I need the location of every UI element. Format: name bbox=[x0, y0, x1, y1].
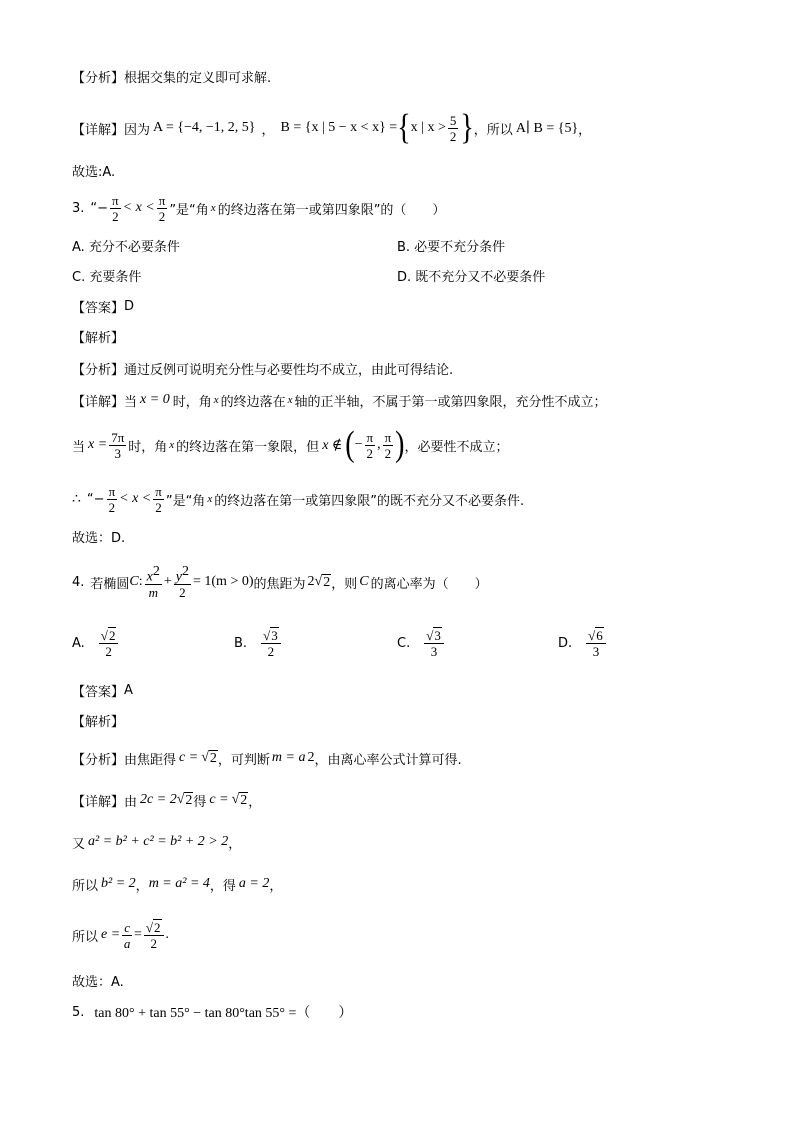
q2-choice: 故选:A. bbox=[72, 164, 116, 180]
q3-option-d: D. 既不充分又不必要条件 bbox=[397, 269, 546, 285]
q5-expression: tan 80° + tan 55° − tan 80°tan 55° =（ ） bbox=[94, 1006, 353, 1021]
q4-analysis: 【分析】 由焦距得 c = √ 2 ，可判断 m = a 2 ，由离心率公式计算可得. bbox=[72, 750, 462, 768]
q4-stem: 4. 若椭圆 C : $\frac{x^2}{m}$ + $\frac{y^2}{2}$ = 1(m > 0) 的焦距为 2 √ 2 ，则 C 的离心率为（ ） bbox=[72, 563, 488, 601]
question-number: 3. bbox=[72, 200, 85, 216]
q4-choice: 故选：A. bbox=[72, 974, 124, 990]
set-a: A = {−4, −1, 2, 5} bbox=[153, 120, 256, 135]
q4-detail-1: 【详解】 由 2c = 2 √ 2 得 c = √ 2 ， bbox=[72, 792, 262, 810]
set-b: B = {x | 5 − x < x} = bbox=[280, 120, 398, 135]
q3-conclusion: ∴ “− $\frac{\pi}{2}$ < x < $\frac{\pi}{2}$ ”是“角 x 的终边落在第一或第四象限”的既不充分又不必要条件. bbox=[72, 483, 525, 515]
q3-detail-2: 当 x = $\frac{7\pi}{3}$ 时，角 x 的终边落在第一象限，但 x ∉ ( − $\frac{\pi}{2}$ , $\frac{\pi}{2}$ ) ，必要性不成立； bbox=[72, 424, 509, 465]
q4-option-c: C. √ 3 3 bbox=[397, 622, 446, 664]
q3-answer bbox=[72, 292, 134, 320]
q3-option-a: A. 充分不必要条件 bbox=[72, 239, 180, 255]
q5-stem: 5. tan 80° + tan 55° − tan 80°tan 55° =（ ） bbox=[72, 998, 352, 1026]
q2-analysis bbox=[72, 62, 271, 90]
q3-detail-1: 【详解】 当 x = 0 时，角 x 的终边落在 x 轴的正半轴，不属于第一或第四象限，充分性不成立； bbox=[72, 392, 607, 410]
q4-option-a: A. √ 2 2 bbox=[72, 622, 120, 664]
detail-tag: 【详解】 bbox=[72, 122, 125, 138]
q3-stem: 3. “− $\frac{\pi}{2}$ < x < $\frac{\pi}{2}$ ”是“角 x 的终边落在第一或第四象限”的（ ） bbox=[72, 192, 446, 224]
q4-answer: 【答案】 A bbox=[72, 682, 133, 700]
q4-detail-3: 所以 b² = 2 ， m = a² = 4 ，得 a = 2 ， bbox=[72, 876, 283, 894]
q4-detail-2: 又 a² = b² + c² = b² + 2 > 2 ， bbox=[72, 834, 242, 852]
set-b-cond: x | x > bbox=[410, 120, 446, 135]
q2-detail: 【详解】 因为 A = {−4, −1, 2, 5} ， B = {x | 5 − x < x} = { x | x > $\frac{5}{2}$ } ，所以 A∣ B = {5} ， bbox=[72, 107, 592, 148]
answer-value: D bbox=[124, 298, 135, 314]
q4-option-d: D. √ 6 3 bbox=[558, 622, 608, 664]
q3-analysis: 【分析】 通过反例可说明充分性与必要性均不成立，由此可得结论. bbox=[72, 362, 454, 378]
q4-option-b: B. √ 3 2 bbox=[234, 622, 283, 664]
q3-jiexi: 【解析】 bbox=[72, 330, 125, 346]
analysis-tag: 【分析】 bbox=[72, 70, 125, 86]
fraction-5-2: $\frac{5}{2}$ bbox=[449, 112, 457, 144]
q4-jiexi: 【解析】 bbox=[72, 714, 125, 730]
q3-option-c: C. 充要条件 bbox=[72, 269, 142, 285]
q3-option-b: B. 必要不充分条件 bbox=[397, 239, 506, 255]
intersection: A∣ B = {5} bbox=[515, 120, 579, 136]
answer-tag: 【答案】 bbox=[72, 300, 125, 316]
analysis-text: 根据交集的定义即可求解. bbox=[124, 70, 272, 86]
q3-choice: 故选：D. bbox=[72, 530, 126, 546]
detail-text: 因为 bbox=[124, 122, 151, 138]
q4-detail-4: 所以 e = $\frac{c}{a}$ = √ 2 2 . bbox=[72, 919, 170, 951]
